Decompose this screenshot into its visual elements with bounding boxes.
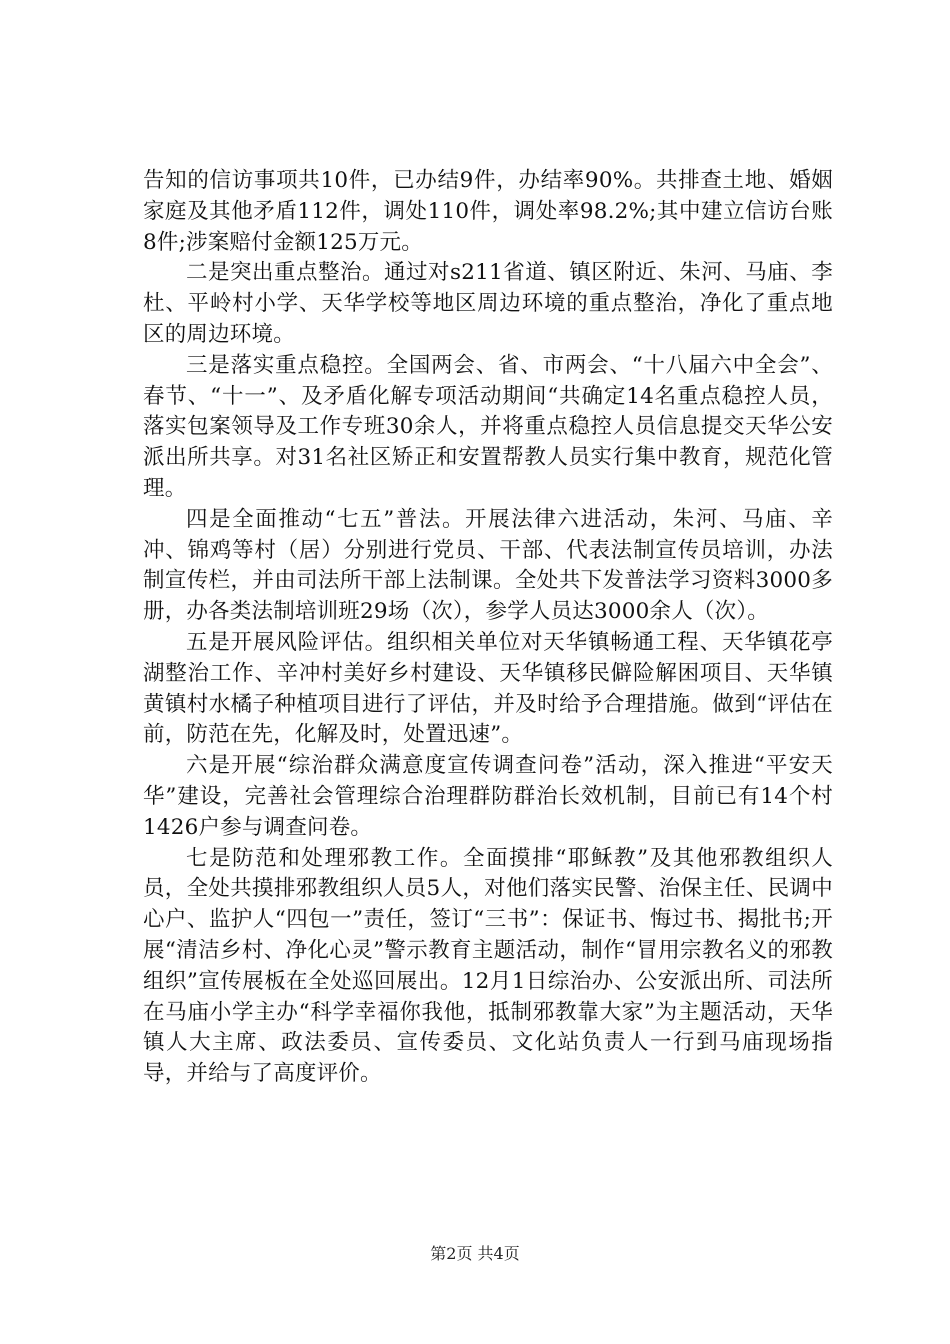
paragraph-continuation: 告知的信访事项共10件，已办结9件，办结率90%。共排查土地、婚姻家庭及其他矛盾112件，调处110件，调处率98.2%;其中建立信访台账8件;涉案赔付金额125万元。 [143,168,833,255]
paragraph-legal-education: 四是全面推动“七五”普法。开展法律六进活动，朱河、马庙、辛冲、锦鸡等村（居）分别进行党员、干部、代表法制宣传员培训，办法制宣传栏，并由司法所干部上法制课。全处共下发普法学习资料3000多册，办各类法制培训班29场（次），参学人员达3000余人（次）。 [143,506,833,625]
document-body [143,166,833,1090]
paragraph-risk-assessment: 五是开展风险评估。组织相关单位对天华镇畅通工程、天华镇花亭湖整治工作、辛冲村美好乡村建设、天华镇移民僻险解困项目、天华镇黄镇村水橘子种植项目进行了评估，并及时给予合理措施。做到“评估在前，防范在先，化解及时，处置迅速”。 [143,629,833,748]
page-footer: 第2页 共4页 [430,1244,520,1263]
paragraph-cult-prevention: 七是防范和处理邪教工作。全面摸排“耶稣教”及其他邪教组织人员，全处共摸排邪教组织人员5人，对他们落实民警、治保主任、民调中心户、监护人“四包一”责任，签订“三书”：保证书、悔过书、揭批书;开展“清洁乡村、净化心灵”警示教育主题活动，制作“冒用宗教名义的邪教组织”宣传展板在全处巡回展出。12月1日综治办、公安派出所、司法所在马庙小学主办“科学幸福你我他，抵制邪教靠大家”为主题活动，天华镇人大主席、政法委员、宣传委员、文化站负责人一行到马庙现场指导，并给与了高度评价。 [143,845,833,1087]
paragraph-stability-control: 三是落实重点稳控。全国两会、省、市两会、“十八届六中全会”、春节、“十一”、及矛盾化解专项活动期间“共确定14名重点稳控人员，落实包案领导及工作专班30余人，并将重点稳控人员信息提交天华公安派出所共享。对31名社区矫正和安置帮教人员实行集中教育，规范化管理。 [143,352,833,501]
paragraph-satisfaction-survey: 六是开展“综治群众满意度宣传调查问卷”活动，深入推进“平安天华”建设，完善社会管理综合治理群防群治长效机制，目前已有14个村1426户参与调查问卷。 [143,753,833,840]
paragraph-focus-rectification: 二是突出重点整治。通过对s211省道、镇区附近、朱河、马庙、李杜、平岭村小学、天华学校等地区周边环境的重点整治，净化了重点地区的周边环境。 [143,260,833,347]
